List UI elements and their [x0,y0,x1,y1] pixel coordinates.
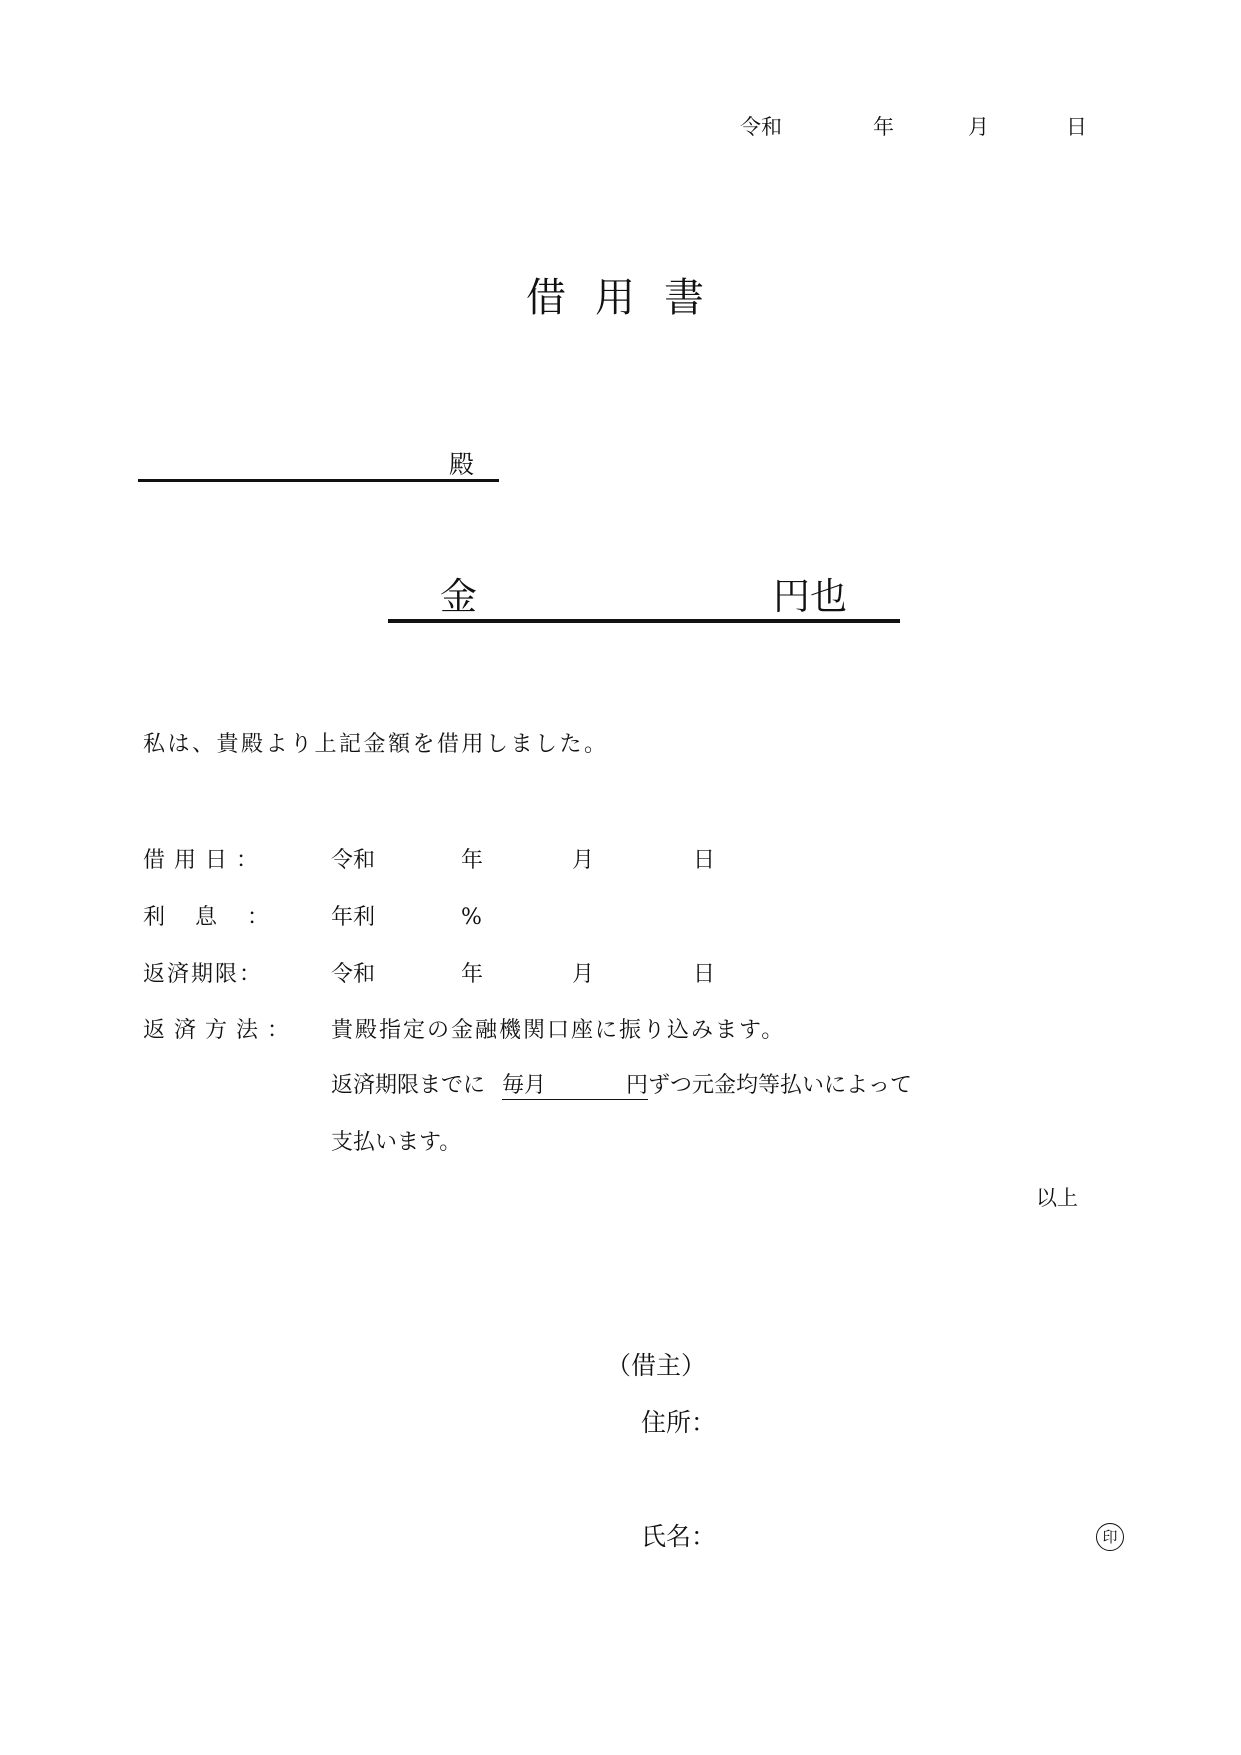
monthly-label: 毎月 [502,1073,547,1098]
method-label: 返済方法： [143,1018,299,1043]
header-year: 年 [873,115,894,139]
amount-block [0,575,1241,620]
header-day: 日 [1066,115,1087,139]
amount-line [388,619,900,623]
method-row [0,1020,1241,1046]
header-date [0,117,1241,141]
title-char-2: 用 [595,275,635,321]
interest-prefix: 年利 [331,905,376,930]
statement: 私は、貴殿より上記金額を借用しました。 [143,732,609,757]
header-month: 月 [968,115,989,139]
loan-date-year: 年 [461,848,484,873]
method-line2-monthly [502,1075,648,1100]
due-date-era: 令和 [331,962,376,987]
addressee-suffix: 殿 [449,450,475,479]
due-date-year: 年 [461,962,484,987]
borrower-heading: （借主） [606,1351,707,1380]
loan-date-day: 日 [693,848,716,873]
method-line2-post: ずつ元金均等払いによって [648,1073,913,1098]
due-date-label: 返済期限： [143,962,264,987]
loan-date-era: 令和 [331,848,376,873]
closing: 以上 [1036,1186,1078,1210]
loan-date-label: 借用日： [143,848,268,873]
method-line3: 支払います。 [331,1130,462,1155]
title-char-1: 借 [526,275,566,321]
interest-label: 利 息 ： [143,905,274,930]
loan-date-row [0,850,1241,876]
due-date-row [0,964,1241,990]
amount-suffix: 円也 [773,575,847,618]
method-line2 [0,1075,1241,1105]
monthly-yen: 円 [626,1073,649,1098]
title-char-3: 書 [664,275,704,321]
borrower-name-label: 氏名： [641,1522,717,1551]
method-line1: 貴殿指定の金融機関口座に振り込みます。 [331,1018,786,1043]
interest-row [0,907,1241,933]
amount-prefix: 金 [440,575,477,618]
method-line2-pre: 返済期限までに [331,1073,486,1098]
addressee-line [138,479,499,482]
borrower-address-label: 住所： [641,1408,717,1437]
interest-unit: % [461,905,482,930]
header-era: 令和 [740,115,782,139]
seal-mark: 印 [1096,1523,1124,1551]
page-title [0,275,1241,322]
due-date-month: 月 [572,962,595,987]
loan-date-month: 月 [572,848,595,873]
due-date-day: 日 [693,962,716,987]
